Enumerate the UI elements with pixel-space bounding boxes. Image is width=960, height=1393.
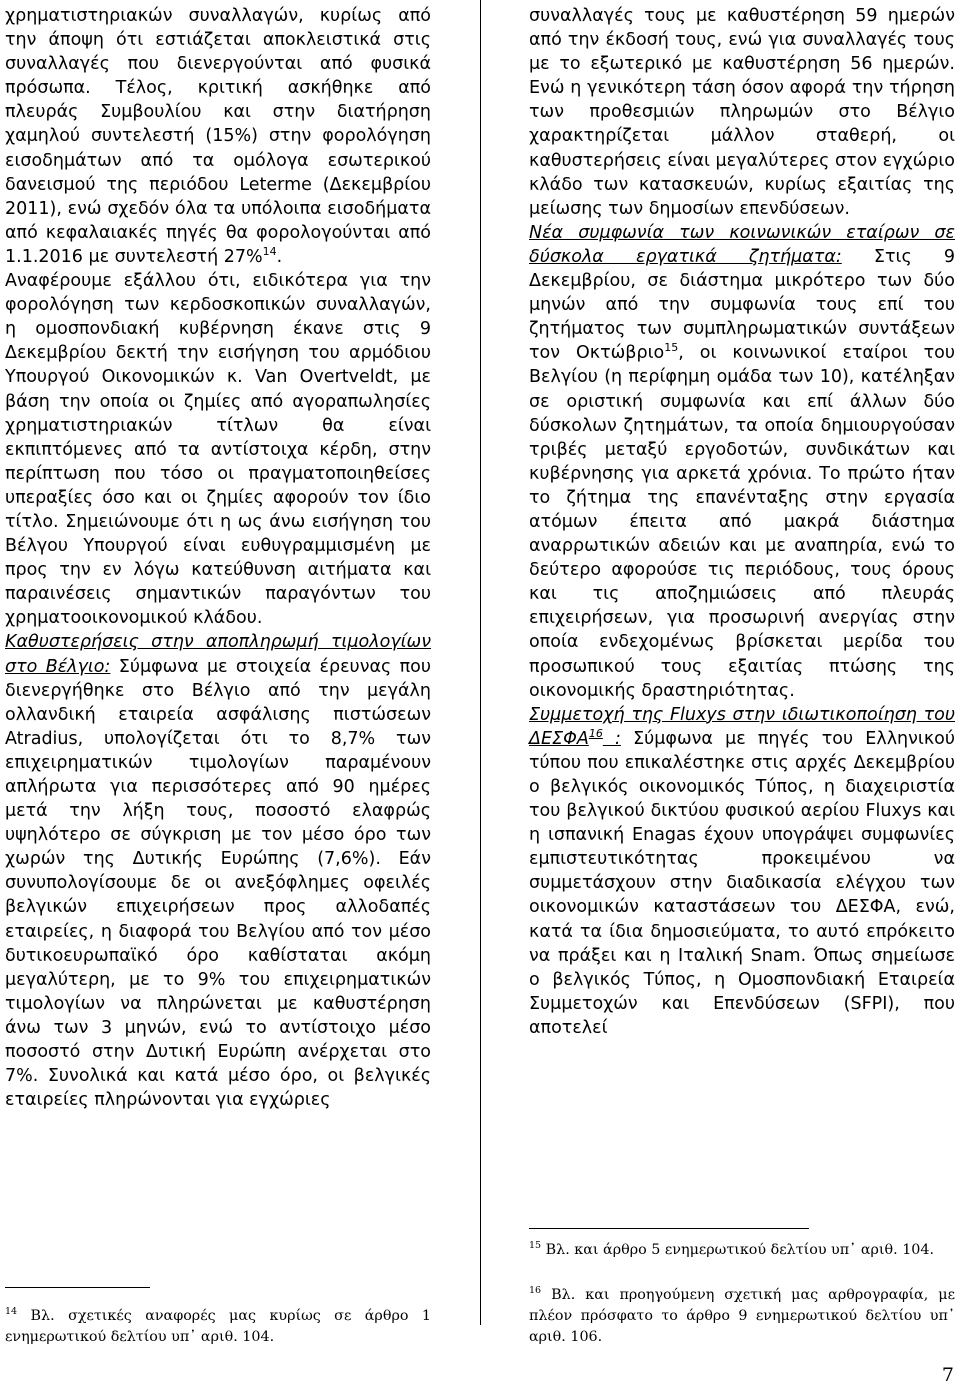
footnote-15: $^{15}$ Βλ. και άρθρο 5 ενημερωτικού δελτίου υπ᾽ αριθ. 104.: [529, 1240, 935, 1258]
footnote-separator-left: [5, 1287, 150, 1288]
left-paragraph-3: Καθυστερήσεις στην αποπληρωμή τιμολογίων στο Βέλγιο: Σύμφωνα με στοιχεία έρευνας που διενεργήθηκε στο Βέλγιο από την μεγάλη ολλανδική εταιρεία ασφάλισης πιστώσεων Atradius, υπολογίζεται ότι το 8,7% των επιχειρηματικών τιμολογίων παραμένουν απλήρωτα για περισσότερες από 90 ημέρες μετά την λήξη τους, ποσοστό ελαφρώς υψηλότερο σε σύγκριση με τον μέσο όρο των χωρών της Δυτικής Ευρώπης (7,6%). Εάν συνυπολογίσουμε δε οι ανεξόφλημες οφειλές βελγικών επιχειρήσεων προς αλλοδαπές εταιρείες, η διαφορά του Βελγίου από τον μέσο δυτικοευρωπαϊκό όρο καθίσταται ακόμη μεγαλύτερη, με το 9% του επιχειρηματικών τιμολογίων να πληρώνεται με καθυστέρηση άνω των 3 μηνών, ενώ το αντίστοιχο μέσο ποσοστό στην Δυτική Ευρώπη ανέρχεται στο 7%. Συνολικά και κατά μέσο όρο, οι βελγικές εταιρείες πληρώνονται για εγχώριες: [5, 632, 431, 1111]
section-heading-invoice-delays: Καθυστερήσεις στην αποπληρωμή τιμολογίων στο Βέλγιο:: [5, 632, 431, 677]
column-divider: [480, 0, 481, 1325]
right-paragraph-1: συναλλαγές τους με καθυστέρηση 59 ημερών από την έκδοσή τους, ενώ για συναλλαγές τους με το εξωτερικό με καθυστέρηση 56 ημερών. Ενώ η γενικότερη τάση όσον αφορά την τήρηση των προθεσμιών πληρωμών στο Βέλγιο χαρακτηρίζεται μάλλον σταθερή, οι καθυστερήσεις είναι μεγαλύτερες στον εγχώριο κλάδο των κατασκευών, κυρίως εξαιτίας της μείωσης των δημοσίων επενδύσεων.: [529, 6, 955, 219]
right-paragraph-2: Νέα συμφωνία των κοινωνικών εταίρων σε δύσκολα εργατικά ζητήματα: Στις 9 Δεκεμβρίου, σε διάστημα μικρότερο των δύο μηνών από την συμφωνία τους επί του ζητήματος των συμπληρωματικών συντάξεων τον Οκτώβριο$^{15}$, οι κοινωνικοί εταίροι του Βελγίου (η περίφημη ομάδα των 10), κατέληξαν σε οριστική συμφωνία και επί άλλων δύο δύσκολων ζητημάτων, τα οποία δημιουργούσαν τριβές μεταξύ εργοδοτών, συνδικάτων και κυβέρνησης για αρκετά χρόνια. Το πρώτο ήταν το ζήτημα της επανένταξης στην εργασία ατόμων έπειτα από μακρά διάστημα αναρρωτικών αδειών και με αναπηρία, ενώ το δεύτερο αφορούσε τις περιόδους, τους όρους και τις αποζημιώσεις από πλευράς επιχειρήσεων, για προσωρινή ανεργίας στην οποία ενδεχομένως βρίσκεται μερίδα του προσωπικού τους εξαιτίας πτώσης της οικονομικής δραστηριότητας.: [529, 222, 956, 701]
footnote-16: $^{16}$ Βλ. και προηγούμενη σχετική μας αρθρογραφία, με πλέον πρόσφατο το άρθρο 9 ενημερωτικού δελτίου υπ᾽ αριθ. 106.: [529, 1285, 955, 1345]
left-paragraph-1: χρηματιστηριακών συναλλαγών, κυρίως από την άποψη ότι εστιάζεται αποκλειστικά στις συναλλαγές που διενεργούνται από φυσικά πρόσωπα. Τέλος, κριτική ασκήθηκε από πλευράς Συμβουλίου και στην διατήρηση χαμηλού συντελεστή (15%) στην φορολόγηση εισοδημάτων από τα ομόλογα εσωτερικού δανεισμού της περιόδου Leterme (Δεκεμβρίου 2011), ενώ σχεδόν όλα τα υπόλοιπα εισοδήματα από κεφαλαιακές πηγές θα φορολογούνται από 1.1.2016 με συντελεστή 27%$^{14}$.: [5, 6, 431, 267]
footnote-14: $^{14}$ Βλ. σχετικές αναφορές μας κυρίως σε άρθρο 1 ενημερωτικού δελτίου υπ᾽ αριθ. 104.: [5, 1306, 431, 1345]
footnote-separator-right: [529, 1228, 809, 1229]
page-number: 7: [941, 1364, 954, 1386]
footnote-ref-15[interactable]: 15: [664, 341, 679, 355]
footnote-ref-14[interactable]: 14: [262, 245, 277, 259]
right-paragraph-3: Συμμετοχή της Fluxys στην ιδιωτικοποίηση του ΔΕΣΦΑ$^{16}$ : Σύμφωνα με πηγές του Ελληνικού τύπου που επικαλέστηκε στις αρχές Δεκεμβρίου ο βελγικός οικονομικός Τύπος, η διαχειριστία του βελγικού δικτύου φυσικού αερίου Fluxys και η ισπανική Enagas έχουν υπογράψει συμφωνίες εμπιστευτικότητας προκειμένου να συμμετάσχουν στην διαδικασία ελέγχου των οικονομικών καταστάσεων του ΔΕΣΦΑ, ενώ, κατά τα ίδια δημοσιεύματα, το αυτό επρόκειτο να πράξει και η Ιταλική Snam. Όπως σημείωσε ο βελγικός Τύπος, η Ομοσπονδιακή Εταιρεία Συμμετοχών και Επενδύσεων (SFPI), που αποτελεί: [529, 704, 955, 1038]
left-column: [5, 0, 431, 1112]
right-column: [529, 0, 955, 1040]
section-heading-social-partners: Νέα συμφωνία των κοινωνικών εταίρων σε δύσκολα εργατικά ζητήματα:: [529, 222, 955, 267]
section-heading-fluxys: Συμμετοχή της Fluxys στην ιδιωτικοποίηση του ΔΕΣΦΑ: [529, 704, 955, 749]
footnote-ref-16[interactable]: 16: [588, 726, 603, 740]
left-paragraph-2: Αναφέρουμε εξάλλου ότι, ειδικότερα για την φορολόγηση των κερδοσκοπικών συναλλαγών, η ομοσπονδιακή κυβέρνηση έκανε στις 9 Δεκεμβρίου δεκτή την εισήγηση του αρμόδιου Υπουργού Οικονομικών κ. Van Overtveldt, με βάση την οποία οι ζημίες από αγοραπωλησίες χρηματιστηριακών τίτλων θα είναι εκπιπτόμενες από τα αντίστοιχα κέρδη, στην περίπτωση που τόσο οι πραγματοποιηθείσες υπεραξίες όσο και οι ζημίες αφορούν τον ίδιο τίτλο. Σημειώνουμε ότι η ως άνω εισήγηση του Βέλγου Υπουργού είναι ευθυγραμμισμένη με προς την εν λόγω κατεύθυνση αιτήματα και παραινέσεις σημαντικών παραγόντων του χρηματοοικονομικού κλάδου.: [5, 271, 431, 629]
